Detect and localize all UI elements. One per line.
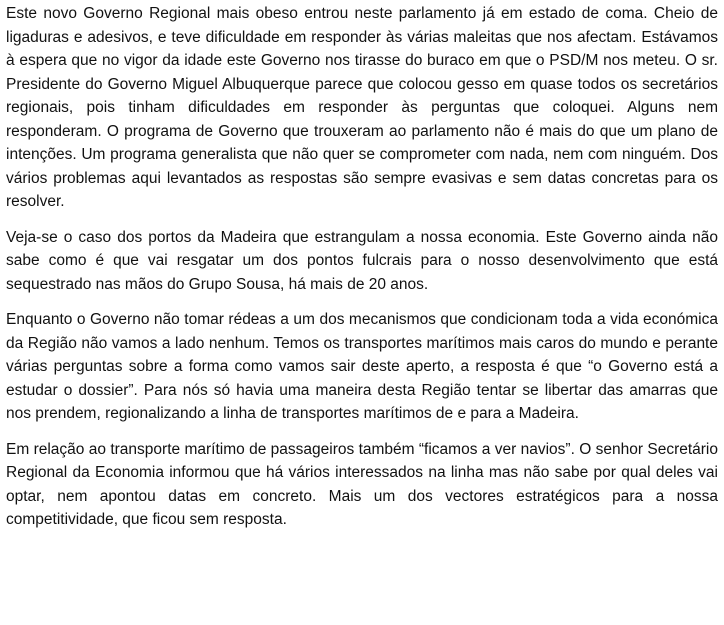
paragraph-3: Enquanto o Governo não tomar rédeas a um dos mecanismos que condicionam toda a vida económica da Região não vamos a lado nenhum. Temos os transportes marítimos mais caros do mundo e perante várias perguntas sobre a forma como vamos sair deste aperto, a resposta é que “o Governo está a estudar o dossier”. Para nós só havia uma maneira desta Região tentar se libertar das amarras que nos prendem, regionalizando a linha de transportes marítimos de e para a Madeira. [6,311,718,422]
paragraph-2: Veja-se o caso dos portos da Madeira que estrangulam a nossa economia. Este Governo ainda não sabe como é que vai resgatar um dos pontos fulcrais para o nosso desenvolvimento que está sequestrado nas mãos do Grupo Sousa, há mais de 20 anos. [6,228,718,293]
paragraph-1: Este novo Governo Regional mais obeso entrou neste parlamento já em estado de coma. Cheio de ligaduras e adesivos, e teve dificuldade em responder às várias maleitas que nos afectam. Estávamos à espera que no vigor da idade este Governo nos tirasse do buraco em que o PSD/M nos meteu. O sr. Presidente do Governo Miguel Albuquerque parece que colocou gesso em quase todos os secretários regionais, pois tinham dificuldades em responder às perguntas que coloquei. Alguns nem responderam. O programa de Governo que trouxeram ao parlamento não é mais do que um plano de intenções. Um programa generalista que não quer se comprometer com nada, nem com ninguém. Dos vários problemas aqui levantados as respostas são sempre evasivas e sem datas concretas para os resolver. [6,5,718,210]
paragraph-4: Em relação ao transporte marítimo de passageiros também “ficamos a ver navios”. O senhor Secretário Regional da Economia informou que há vários interessados na linha mas não sabe por qual deles vai optar, nem apontou datas em concreto. Mais um dos vectores estratégicos para a nossa competitividade, que ficou sem resposta. [6,440,718,528]
